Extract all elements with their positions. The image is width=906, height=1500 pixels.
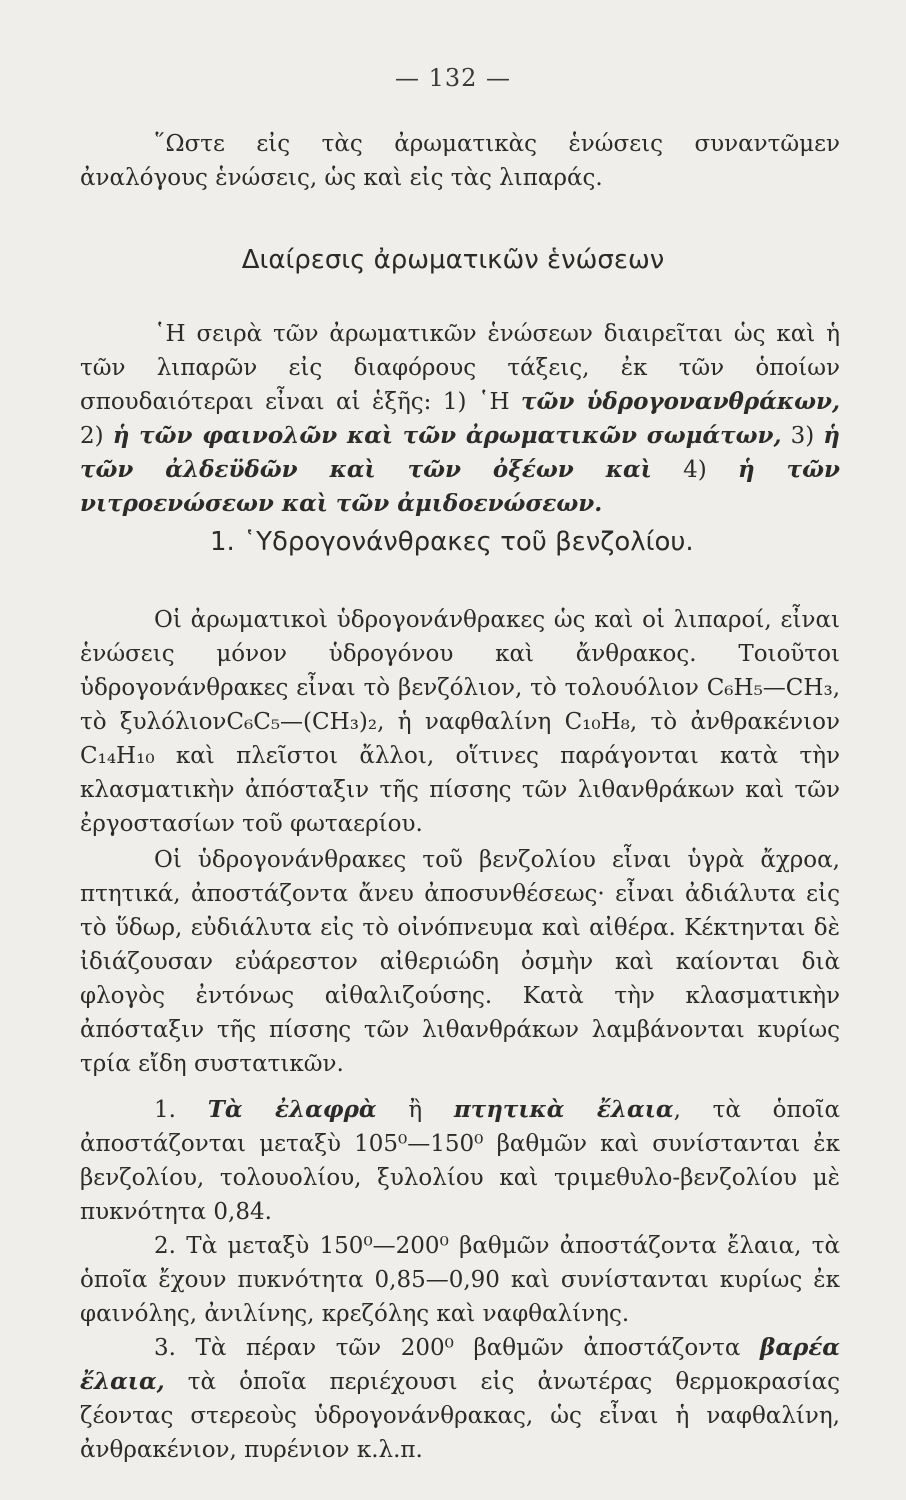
p1-mid-1: 2) <box>80 423 113 449</box>
list-item <box>80 1331 840 1467</box>
list-number: 1. <box>154 1097 208 1123</box>
subsection-heading: 1. ῾Υδρογονάνθρακες τοῦ βενζολίου. <box>210 527 694 557</box>
p1-bold-1: τῶν ὑδρογονανθράκων, <box>520 388 840 415</box>
classification-paragraph <box>80 317 840 521</box>
p2-text-c: , ἡ ναφθαλίνη <box>377 709 565 735</box>
p1-bold-3: ἡ τῶν ἀλδεϋδῶν καὶ τῶν ὀξέων καὶ <box>80 422 840 483</box>
p2-text-d: , τὸ ἀνθρακένιον <box>629 709 840 735</box>
list-item <box>80 1093 840 1229</box>
section-heading: Διαίρεσις ἀρωματικῶν ἑνώσεων <box>241 245 665 275</box>
list-text: Τὰ πέραν τῶν 200⁰ βαθμῶν ἀποστάζοντα <box>195 1335 761 1361</box>
intro-paragraph: ῞Ωστε εἰς τὰς ἀρωματικὰς ἑνώσεις συναντῶμεν ἀναλόγους ἑνώσεις, ὡς καὶ εἰς τὰς λιπαράς. <box>80 131 840 191</box>
list-bold: πτητικὰ ἔλαια <box>453 1096 674 1123</box>
list-bold: βαρέα ἔλαια, <box>80 1334 840 1395</box>
p2-text-e: καὶ πλεῖστοι ἄλλοι, οἵτινες παράγονται κατὰ τὴν κλασματικὴν ἀπόσταξιν τῆς πίσσης τῶν λιθανθράκων καὶ τῶν ἐργοστασίων τοῦ φωταερίου. <box>80 743 840 837</box>
hydrocarbons-paragraph <box>80 603 840 841</box>
p1-bold-4: ἡ τῶν νιτροενώσεων καὶ τῶν ἀμιδοενώσεων. <box>80 456 840 517</box>
list-number: 2. <box>154 1233 187 1259</box>
page-number: — 132 — <box>394 64 512 92</box>
formula-naphthalene: C₁₀H₈ <box>564 709 630 735</box>
list-text: , τὰ ὁποῖα ἀποστάζονται μεταξὺ 105⁰—150⁰ βαθμῶν καὶ συνίστανται ἐκ βενζολίου, τολουολίου, ξυλολίου καὶ τριμεθυλο-βενζολίου μὲ πυκνότητα 0,84. <box>80 1097 840 1225</box>
list-number: 3. <box>154 1335 196 1361</box>
fractions-list <box>80 1093 840 1467</box>
formula-toluene: C₆H₅—CH₃ <box>706 675 833 701</box>
p2-text-a: Οἱ ἀρωματικοὶ ὑδρογονάνθρακες ὡς καὶ οἱ λιπαροί, εἶναι ἑνώσεις μόνον ὑδρογόνου καὶ ἄνθρακος. Τοιοῦτοι ὑδρογονάνθρακες εἶναι τὸ βενζόλιον, τὸ τολουόλιον <box>80 607 840 701</box>
properties-paragraph: Οἱ ὑδρογονάνθρακες τοῦ βενζολίου εἶναι ὑγρὰ ἄχροα, πτητικά, ἀποστάζοντα ἄνευ ἀποσυνθέσεως· εἶναι ἀδιάλυτα εἰς τὸ ὕδωρ, εὐδιάλυτα εἰς τὸ οἰνόπνευμα καὶ αἰθέρα. Κέκτηνται δὲ ἰδιάζουσαν εὐάρεστον αἰθεριώδη ὀσμὴν καὶ καίονται διὰ φλογὸς ἐντόνως αἰθαλιζούσης. Κατὰ τὴν κλασματικὴν ἀπόσταξιν τῆς πίσσης τῶν λιθανθράκων λαμβάνονται κυρίως τρία εἴδη συστατικῶν. <box>80 847 840 1077</box>
p1-mid-3: 4) <box>651 457 738 483</box>
formula-xylene: C₆C₅—(CH₃)₂ <box>226 709 378 735</box>
p1-mid-2: 3) <box>781 423 824 449</box>
list-text: τὰ ὁποῖα περιέχουσι εἰς ἀνωτέρας θερμοκρασίας ζέοντας στερεοὺς ὑδρογονάνθρακας, ὡς εἶναι ἡ ναφθαλίνη, ἀνθρακένιον, πυρένιον κ.λ.π. <box>80 1369 840 1463</box>
p1-lead: ῾Η σειρὰ τῶν ἀρωματικῶν ἑνώσεων διαιρεῖται ὡς καὶ ἡ τῶν λιπαρῶν εἰς διαφόρους τάξεις, ἐκ τῶν ὁποίων σπουδαιότεραι εἶναι αἱ ἑξῆς: 1) ῾Η <box>80 321 840 415</box>
list-bold: Τὰ ἐλαφρὰ <box>207 1096 377 1123</box>
list-item <box>80 1229 840 1331</box>
formula-anthracene: C₁₄H₁₀ <box>80 743 155 769</box>
list-text: ἢ <box>376 1097 454 1123</box>
list-text: Τὰ μεταξὺ 150⁰—200⁰ βαθμῶν ἀποστάζοντα ἔλαια, τὰ ὁποῖα ἔχουν πυκνότητα 0,85—0,90 καὶ συνίστανται κυρίως ἐκ φαινόλης, ἀνιλίνης, κρεζόλης καὶ ναφθαλίνης. <box>80 1233 840 1327</box>
p1-bold-2: ἡ τῶν φαινολῶν καὶ τῶν ἀρωματικῶν σωμάτων, <box>112 422 782 449</box>
p2-text-b: , τὸ ξυλόλιον <box>80 675 840 735</box>
